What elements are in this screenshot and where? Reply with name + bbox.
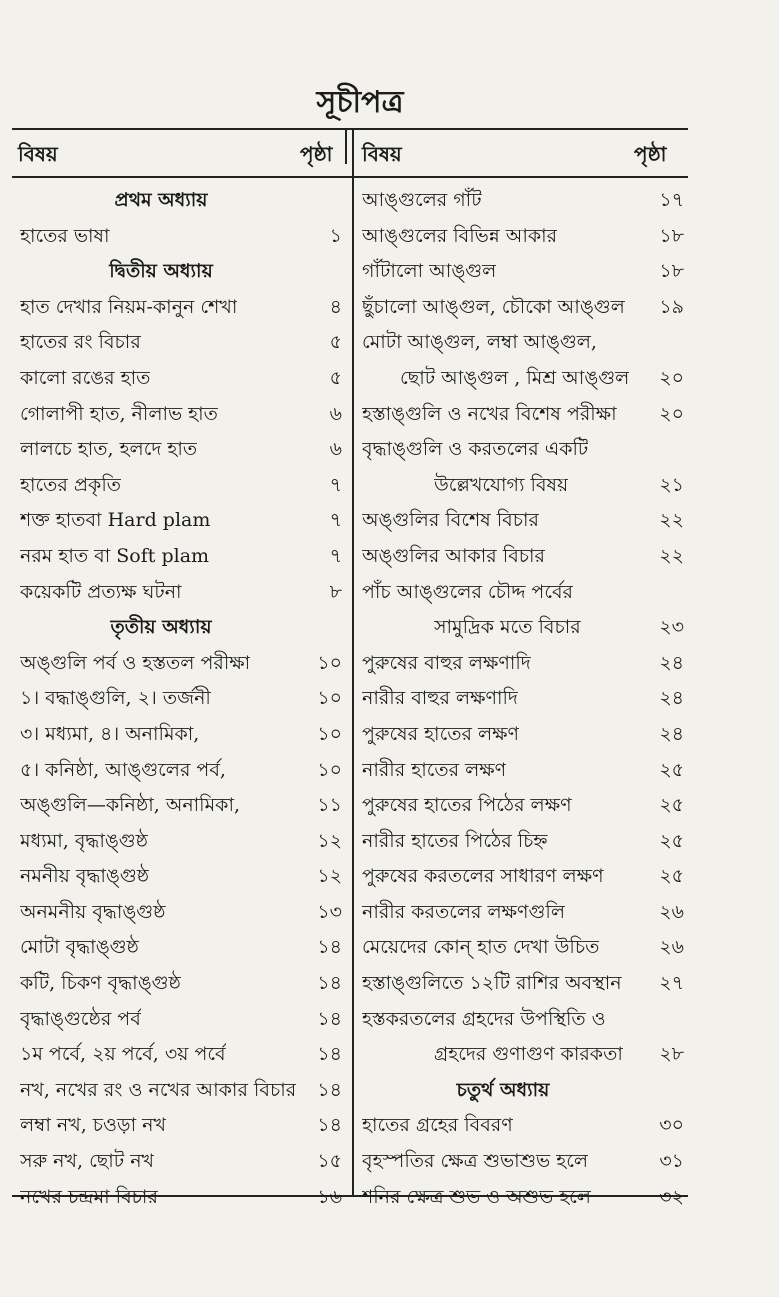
chapter-heading <box>20 254 342 290</box>
entry-title: অঙ্গুলি পর্ব ও হস্ততল পরীক্ষা <box>20 651 251 674</box>
entry-title: ছোট আঙ্গুল , মিশ্র আঙ্গুল <box>400 366 630 389</box>
entry-page-number: ১৪ <box>317 936 342 959</box>
toc-entry <box>20 468 342 504</box>
entry-title: প্রথম অধ্যায় <box>114 189 208 211</box>
entry-page-number: ৭ <box>329 544 342 567</box>
entry-title: ৩। মধ্যমা, ৪। অনামিকা, <box>20 722 200 745</box>
toc-entry <box>362 895 684 931</box>
toc-entry <box>20 1073 342 1109</box>
entry-page-number: ৭ <box>329 509 342 532</box>
entry-title: হাতের রং বিচার <box>20 331 141 354</box>
entry-page-number: ৭ <box>329 473 342 496</box>
chapter-heading <box>20 610 342 646</box>
entry-title: মেয়েদের কোন্ হাত দেখা উচিত <box>362 936 600 959</box>
entry-title: গোলাপী হাত, নীলাভ হাত <box>20 402 218 425</box>
entry-page-number: ২০ <box>659 402 684 425</box>
toc-entry <box>20 503 342 539</box>
toc-entry <box>20 290 342 326</box>
entry-page-number: ৫ <box>329 366 342 389</box>
toc-entry <box>362 824 684 860</box>
right-subject-header: বিষয় <box>362 142 402 166</box>
toc-entry <box>20 788 342 824</box>
entry-page-number: ১৯ <box>659 295 684 318</box>
entry-title: শক্ত হাতবা Hard plam <box>20 509 211 532</box>
entry-title: হাতের প্রকৃতি <box>20 473 122 496</box>
entry-title: হস্তাঙ্গুলিতে ১২টি রাশির অবস্থান <box>362 972 622 995</box>
toc-entry <box>20 859 342 895</box>
toc-entry <box>362 1180 684 1216</box>
entry-title: কালো রঙের হাত <box>20 366 151 389</box>
entry-title: নমনীয় বৃদ্ধাঙ্গুষ্ঠ <box>20 865 150 888</box>
entry-page-number: ৩২ <box>659 1185 684 1208</box>
entry-title: মোটা বৃদ্ধাঙ্গুষ্ঠ <box>20 936 139 959</box>
entry-title: পুরুষের হাতের লক্ষণ <box>362 722 519 745</box>
entry-page-number: ২২ <box>659 509 684 532</box>
toc-entry <box>20 646 342 682</box>
entry-title: বৃদ্ধাঙ্গুষ্ঠের পর্ব <box>20 1007 141 1030</box>
toc-entry <box>20 575 342 611</box>
toc-entry <box>362 254 684 290</box>
toc-entry <box>362 468 684 504</box>
entry-title: হাতের গ্রহের বিবরণ <box>362 1114 513 1137</box>
entry-title: অনমনীয় বৃদ্ধাঙ্গুষ্ঠ <box>20 900 166 923</box>
entry-title: নারীর হাতের পিঠের চিহ্ন <box>362 829 548 852</box>
header-rule <box>12 176 688 178</box>
toc-entry <box>20 219 342 255</box>
entry-page-number: ১৪ <box>317 972 342 995</box>
entry-title: অঙ্গুলি—কনিষ্ঠা, অনামিকা, <box>20 794 241 817</box>
entry-title: শনির ক্ষেত্র শুভ ও অশুভ হলে <box>362 1185 591 1208</box>
toc-entry <box>20 681 342 717</box>
entry-page-number: ২৫ <box>659 865 684 888</box>
entry-page-number: ২৪ <box>659 722 684 745</box>
entry-title: হাত দেখার নিয়ম-কানুন শেখা <box>20 295 238 318</box>
toc-entry <box>20 930 342 966</box>
entry-page-number: ১০ <box>317 722 342 745</box>
chapter-heading <box>362 1073 684 1109</box>
right-column <box>362 183 684 1215</box>
entry-title: গ্রহদের গুণাগুণ কারকতা <box>434 1043 623 1066</box>
toc-entry <box>20 325 342 361</box>
toc-entry <box>20 397 342 433</box>
entry-page-number: ২৪ <box>659 687 684 710</box>
entry-page-number: ১০ <box>317 758 342 781</box>
entry-page-number: ৫ <box>329 331 342 354</box>
entry-title: নারীর হাতের লক্ষণ <box>362 758 507 781</box>
entry-title: হস্তাঙ্গুলি ও নখের বিশেষ পরীক্ষা <box>362 402 617 425</box>
entry-title: লালচে হাত, হলদে হাত <box>20 438 198 461</box>
toc-entry <box>362 681 684 717</box>
toc-entry <box>362 859 684 895</box>
toc-entry <box>362 788 684 824</box>
entry-page-number: ২৬ <box>659 900 684 923</box>
entry-page-number: ৩০ <box>659 1114 684 1137</box>
entry-title: হাতের ভাষা <box>20 224 110 247</box>
toc-entry <box>362 503 684 539</box>
toc-entry <box>362 219 684 255</box>
entry-page-number: ১৭ <box>659 189 684 211</box>
entry-page-number: ২৫ <box>659 758 684 781</box>
entry-page-number: ২৫ <box>659 794 684 817</box>
entry-page-number: ১৮ <box>659 224 684 247</box>
entry-page-number: ১০ <box>317 651 342 674</box>
toc-entry <box>362 397 684 433</box>
entry-page-number: ১৩ <box>317 900 342 923</box>
entry-page-number: ১২ <box>317 829 342 852</box>
entry-page-number: ২৪ <box>659 651 684 674</box>
toc-entry <box>20 1002 342 1038</box>
entry-page-number: ৪ <box>329 295 342 318</box>
toc-entry <box>362 1002 684 1038</box>
entry-title: পুরুষের বাহুর লক্ষণাদি <box>362 651 531 674</box>
entry-title: মোটা আঙ্গুল, লম্বা আঙ্গুল, <box>362 331 597 354</box>
left-column <box>20 183 342 1215</box>
left-page-header: পৃষ্ঠা <box>300 142 333 166</box>
toc-entry <box>20 824 342 860</box>
entry-page-number: ১৬ <box>317 1185 342 1208</box>
toc-entry <box>20 966 342 1002</box>
toc-entry <box>20 1108 342 1144</box>
page-title: সূচীপত্র <box>316 85 404 120</box>
entry-title: পাঁচ আঙ্গুলের চৌদ্দ পর্বের <box>362 580 573 603</box>
entry-page-number: ২২ <box>659 544 684 567</box>
left-subject-header: বিষয় <box>18 142 58 166</box>
entry-page-number: ২১ <box>659 473 684 496</box>
toc-entry <box>362 183 684 219</box>
toc-entry <box>20 1180 342 1216</box>
entry-page-number: ১২ <box>317 865 342 888</box>
toc-entry <box>362 646 684 682</box>
entry-page-number: ১৪ <box>317 1043 342 1066</box>
toc-entry <box>362 432 684 468</box>
toc-entry <box>362 325 684 361</box>
top-rule <box>12 128 688 130</box>
entry-page-number: ১ <box>329 224 342 247</box>
toc-entry <box>362 290 684 326</box>
entry-page-number: ২৭ <box>659 972 684 995</box>
entry-page-number: ৬ <box>329 438 342 461</box>
entry-title: কয়েকটি প্রত্যক্ষ ঘটনা <box>20 580 182 603</box>
entry-title: দ্বিতীয় অধ্যায় <box>109 260 213 283</box>
entry-title: হস্তকরতলের গ্রহদের উপস্থিতি ও <box>362 1007 606 1030</box>
entry-page-number: ১৪ <box>317 1007 342 1030</box>
entry-title: সামুদ্রিক মতে বিচার <box>434 616 581 639</box>
entry-page-number: ১০ <box>317 687 342 710</box>
toc-entry <box>362 1037 684 1073</box>
column-divider <box>352 128 354 1196</box>
entry-title: ৫। কনিষ্ঠা, আঙ্গুলের পর্ব, <box>20 758 226 781</box>
toc-entry <box>20 753 342 789</box>
entry-title: অঙ্গুলির বিশেষ বিচার <box>362 509 539 532</box>
entry-title: নরম হাত বা Soft plam <box>20 544 210 567</box>
toc-entry <box>362 361 684 397</box>
toc-entry <box>362 717 684 753</box>
toc-entry <box>362 575 684 611</box>
entry-title: নখের চন্দ্রমা বিচার <box>20 1185 158 1208</box>
entry-title: বৃদ্ধাঙ্গুলি ও করতলের একটি <box>362 438 589 461</box>
entry-title: আঙ্গুলের বিভিন্ন আকার <box>362 224 558 247</box>
entry-title: আঙ্গুলের গাঁট <box>362 189 482 211</box>
toc-entry <box>362 610 684 646</box>
entry-page-number: ২৫ <box>659 829 684 852</box>
entry-title: তৃতীয় অধ্যায় <box>110 616 212 639</box>
entry-page-number: ২০ <box>659 366 684 389</box>
toc-entry <box>20 539 342 575</box>
toc-entry <box>362 1108 684 1144</box>
entry-title: গাঁটালো আঙ্গুল <box>362 260 497 283</box>
entry-title: নখ, নখের রং ও নখের আকার বিচার <box>20 1078 297 1101</box>
entry-title: নারীর করতলের লক্ষণগুলি <box>362 900 565 923</box>
entry-title: কটি, চিকণ বৃদ্ধাঙ্গুষ্ঠ <box>20 972 181 995</box>
entry-title: চতুর্থ অধ্যায় <box>456 1078 550 1101</box>
toc-entry <box>20 1037 342 1073</box>
entry-page-number: ২৩ <box>659 616 684 639</box>
entry-title: বৃহস্পতির ক্ষেত্র শুভাশুভ হলে <box>362 1150 588 1173</box>
entry-title: মধ্যমা, বৃদ্ধাঙ্গুষ্ঠ <box>20 829 149 852</box>
entry-title: ১ম পর্বে, ২য় পর্বে, ৩য় পর্বে <box>20 1043 226 1066</box>
entry-title: লম্বা নখ, চওড়া নখ <box>20 1114 166 1137</box>
right-page-header: পৃষ্ঠা <box>634 142 667 166</box>
entry-title: উল্লেখযোগ্য বিষয় <box>434 473 569 496</box>
entry-title: সরু নখ, ছোট নখ <box>20 1150 155 1173</box>
toc-entry <box>20 895 342 931</box>
entry-title: ছুঁচালো আঙ্গুল, চৌকো আঙ্গুল <box>362 295 625 318</box>
entry-page-number: ৩১ <box>659 1150 684 1173</box>
entry-title: নারীর বাহুর লক্ষণাদি <box>362 687 518 710</box>
toc-entry <box>20 432 342 468</box>
entry-page-number: ১৫ <box>317 1150 342 1173</box>
entry-page-number: ১৪ <box>317 1114 342 1137</box>
entry-page-number: ১১ <box>317 794 342 817</box>
entry-title: ১। বদ্ধাঙ্গুলি, ২। তর্জনী <box>20 687 211 710</box>
entry-title: পুরুষের হাতের পিঠের লক্ষণ <box>362 794 572 817</box>
toc-entry <box>362 753 684 789</box>
toc-entry <box>20 1144 342 1180</box>
toc-entry <box>362 966 684 1002</box>
entry-page-number: ১৮ <box>659 260 684 283</box>
toc-entry <box>362 539 684 575</box>
entry-page-number: ৬ <box>329 402 342 425</box>
toc-entry <box>20 361 342 397</box>
toc-entry <box>362 1144 684 1180</box>
entry-title: পুরুষের করতলের সাধারণ লক্ষণ <box>362 865 604 888</box>
entry-page-number: ৮ <box>329 580 342 603</box>
left-page-divider <box>345 128 347 164</box>
chapter-heading <box>20 183 342 219</box>
entry-page-number: ২৮ <box>659 1043 684 1066</box>
entry-page-number: ২৬ <box>659 936 684 959</box>
entry-title: অঙ্গুলির আকার বিচার <box>362 544 546 567</box>
toc-entry <box>20 717 342 753</box>
toc-entry <box>362 930 684 966</box>
entry-page-number: ১৪ <box>317 1078 342 1101</box>
